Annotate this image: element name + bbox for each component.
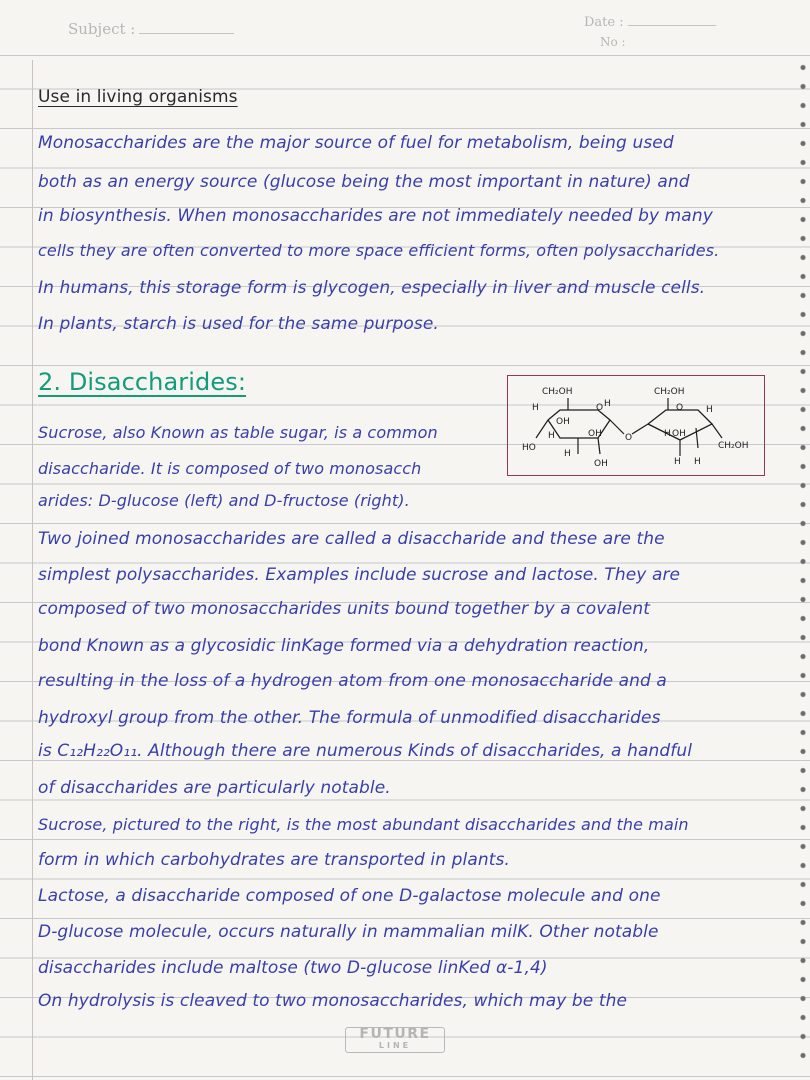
subject-label: Subject : [68,20,136,38]
text-line: Monosaccharides are the major source of fuel for metabolism, being used [38,133,674,153]
text-line: arides: D-glucose (left) and D-fructose (right). [38,491,410,510]
text-line: In plants, starch is used for the same purpose. [38,314,439,334]
label-o: O [676,403,684,413]
text-line: On hydrolysis is cleaved to two monosaccharides, which may be the [38,991,628,1011]
text-line: disaccharide. It is composed of two monosacch [38,459,422,478]
text-line: disaccharides include maltose (two D-glucose linKed α-1,4) [38,958,548,978]
label-ch2oh: CH₂OH [654,387,685,397]
text-line: Sucrose, pictured to the right, is the most abundant disaccharides and the main [38,815,689,834]
label-o-link: O [625,433,633,443]
label-oh: OH [556,417,570,427]
margin-line [32,60,33,1080]
text-line: both as an energy source (glucose being the most important in nature) and [38,172,690,192]
label-h: H [706,405,713,415]
bond [536,420,548,438]
logo-top-text: FUTURE [359,1026,431,1042]
label-ho: HO [522,443,536,453]
label-h: H [664,429,671,439]
text-line: Two joined monosaccharides are called a disaccharide and these are the [38,529,665,549]
bond [610,420,624,434]
text-line: in biosynthesis. When monosaccharides are not immediately needed by many [38,206,713,226]
label-h: H [674,457,681,467]
bond [632,424,648,434]
text-line: In humans, this storage form is glycogen, especially in liver and muscle cells. [38,278,706,298]
text-line: bond Known as a glycosidic linKage formed via a dehydration reaction, [38,636,650,656]
label-h: H [604,399,611,409]
text-line: form in which carbohydrates are transported in plants. [38,850,510,870]
text-line: D-glucose molecule, occurs naturally in mammalian milK. Other notable [38,922,659,942]
section-title-use: Use in living organisms [38,87,238,107]
label-o: O [596,403,604,413]
section-heading-disaccharides: 2. Disaccharides: [38,368,247,396]
label-oh: OH [594,459,608,469]
label-ch2oh: CH₂OH [542,387,573,397]
date-field [584,15,716,30]
text-line: simplest polysaccharides. Examples include sucrose and lactose. They are [38,565,681,585]
sucrose-structure-figure [507,375,765,476]
text-line: resulting in the loss of a hydrogen atom from one monosaccharide and a [38,671,667,691]
label-oh: OH [672,429,686,439]
sucrose-structure-diagram [508,376,764,475]
text-line: Lactose, a disaccharide composed of one D-galactose molecule and one [38,886,661,906]
label-ch2oh: CH₂OH [718,441,749,451]
text-line: cells they are often converted to more space efficient forms, often polysaccharides. [38,241,720,260]
label-h: H [532,403,539,413]
bond [712,424,722,438]
no-label: No : [600,35,626,49]
label-h: H [694,457,701,467]
text-line: is C₁₂H₂₂O₁₁. Although there are numerous Kinds of disaccharides, a handful [38,741,693,761]
date-label: Date : [584,15,624,30]
label-h: H [564,449,571,459]
text-line: of disaccharides are particularly notable. [38,778,391,798]
spiral-binding [798,20,808,1060]
logo-bottom-text: LINE [378,1041,412,1050]
text-line: Sucrose, also Known as table sugar, is a common [38,423,438,442]
text-line: hydroxyl group from the other. The formula of unmodified disaccharides [38,708,661,728]
label-oh: OH [588,429,602,439]
text-line: composed of two monosaccharides units bound together by a covalent [38,599,650,619]
page-header [0,0,810,56]
futureline-logo [345,1027,445,1053]
no-field [600,35,626,49]
bond [598,438,600,454]
subject-field [68,20,234,38]
label-h: H [548,431,555,441]
